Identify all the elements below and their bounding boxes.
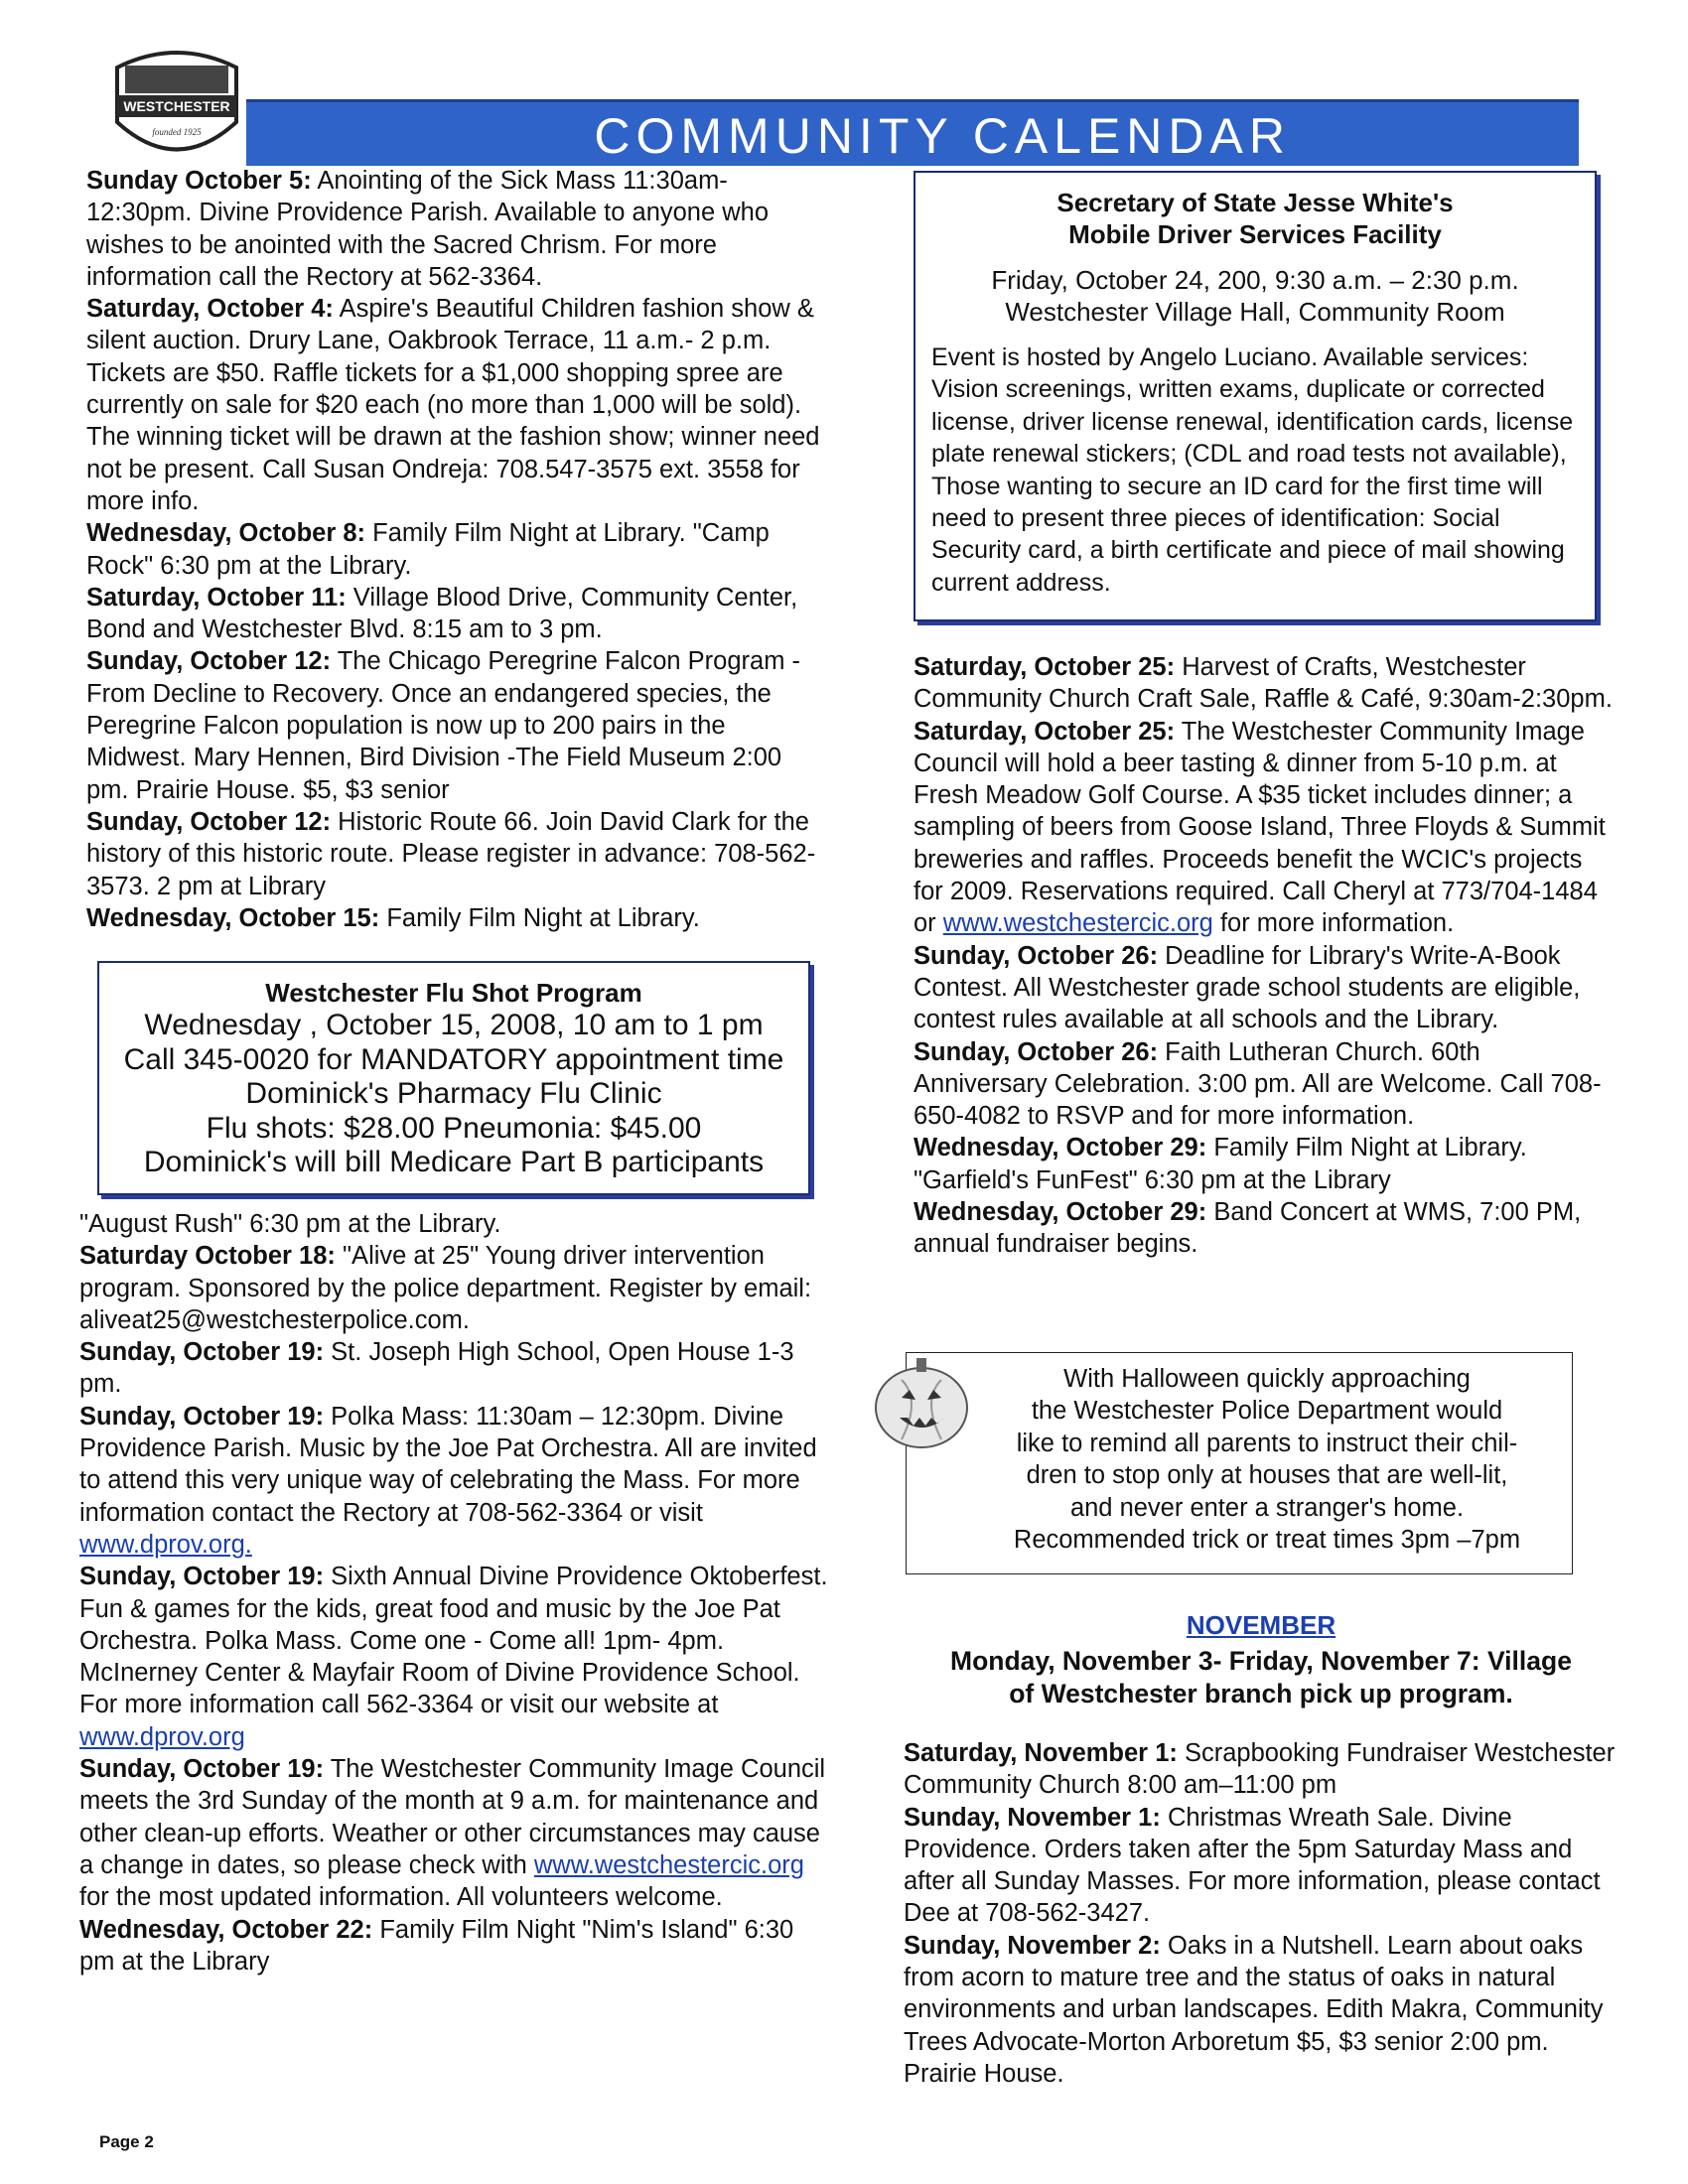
page-title: COMMUNITY CALENDAR [594, 108, 1291, 164]
event-date: Sunday, October 12: [86, 647, 332, 676]
flu-line: Wednesday , October 15, 2008, 10 am to 1 pm [144, 1009, 764, 1041]
flu-line: Flu shots: $28.00 Pneumonia: $45.00 [206, 1111, 702, 1145]
event-item [79, 1561, 829, 1753]
event-date: Wednesday, October 29: [914, 1198, 1207, 1227]
event-text: Family Film Night at Library. "Garfield's FunFest" 6:30 pm at the Library [914, 1134, 1527, 1194]
event-date: Wednesday, October 8: [86, 519, 366, 548]
sos-date: Friday, October 24, 200, 9:30 a.m. – 2:30 p.m. [991, 265, 1519, 295]
event-date: Sunday, October 19: [79, 1402, 325, 1431]
event-date: Sunday, October 19: [79, 1755, 325, 1784]
flu-shot-box [97, 961, 810, 1195]
event-link[interactable]: www.westchestercic.org [533, 1850, 804, 1879]
november-events [904, 1737, 1618, 2090]
event-item [86, 806, 826, 902]
event-link[interactable]: www.dprov.org [79, 1722, 245, 1751]
event-date: Saturday, October 11: [86, 583, 347, 612]
halloween-line: like to remind all parents to instruct their chil- [1016, 1429, 1518, 1457]
event-text: Village Blood Drive, Community Center, Bond and Westchester Blvd. 8:15 am to 3 pm. [86, 583, 798, 644]
halloween-line: dren to stop only at houses that are well-lit, [1026, 1461, 1508, 1490]
event-item [914, 716, 1614, 940]
flu-line: Call 345-0020 for MANDATORY appointment time [123, 1042, 784, 1076]
november-branch-pickup-line1: Monday, November 3- Friday, November 7: Village [950, 1646, 1572, 1676]
november-heading[interactable]: NOVEMBER [1186, 1610, 1336, 1640]
mobile-driver-services-box [914, 171, 1597, 621]
event-date: Wednesday, October 15: [86, 903, 380, 932]
event-item [914, 1132, 1614, 1196]
event-item [914, 651, 1614, 716]
event-text: The Chicago Peregrine Falcon Program - From Decline to Recovery. Once an endangered species, the Peregrine Falcon population is now up to 200 pairs in the Midwest. Mary Hennen, Bird Division -The Field Museum 2:00 pm. Prairie House. $5, $3 senior [86, 647, 801, 804]
event-date: Wednesday, October 29: [914, 1134, 1207, 1162]
halloween-line: the Westchester Police Department would [1031, 1397, 1503, 1426]
event-item [86, 165, 826, 293]
sos-title-1: Secretary of State Jesse White's [1056, 188, 1454, 217]
halloween-notice-box [906, 1352, 1573, 1574]
event-item [79, 1753, 829, 1913]
event-date: Saturday, October 25: [914, 717, 1176, 746]
event-item [86, 902, 826, 934]
event-text: Christmas Wreath Sale. Divine Providence. Orders taken after the 5pm Saturday Mass and after all Sunday Masses. For more information, please contact Dee at 708-562-3427. [904, 1803, 1601, 1928]
november-section [904, 1610, 1618, 1710]
event-date: Sunday, November 2: [904, 1931, 1161, 1960]
flu-line: Dominick's Pharmacy Flu Clinic [245, 1077, 662, 1110]
event-text: Scrapbooking Fundraiser Westchester Community Church 8:00 am–11:00 pm [904, 1739, 1616, 1800]
event-text: Faith Lutheran Church. 60th Anniversary Celebration. 3:00 pm. All are Welcome. Call 708-650-4082 to RSVP and for more information. [914, 1037, 1602, 1131]
event-text: Family Film Night "Nim's Island" 6:30 pm at the Library [79, 1915, 794, 1976]
event-item [79, 1336, 829, 1401]
halloween-line: and never enter a stranger's home. [1069, 1493, 1465, 1522]
event-item [86, 517, 826, 582]
event-date: Sunday, October 26: [914, 941, 1159, 970]
event-text: Harvest of Crafts, Westchester Community Church Craft Sale, Raffle & Café, 9:30am-2:30pm. [914, 653, 1613, 714]
event-date: Sunday, October 12: [86, 807, 332, 836]
november-branch-pickup-line2: of Westchester branch pick up program. [1009, 1679, 1513, 1708]
event-text: St. Joseph High School, Open House 1-3 pm. [79, 1338, 794, 1399]
event-item [904, 1802, 1618, 1930]
event-item [904, 1930, 1618, 2090]
event-text: "Alive at 25" Young driver intervention program. Sponsored by the police department. Register by email: aliveat25@westchesterpolice.com. [79, 1242, 812, 1334]
left-column-events-continued [79, 1208, 829, 1978]
event-date: Saturday, October 4: [86, 295, 334, 324]
event-item [86, 645, 826, 805]
halloween-line: With Halloween quickly approaching [1063, 1365, 1471, 1393]
event-date: Saturday, October 25: [914, 653, 1176, 681]
event-date: Sunday, October 19: [79, 1563, 325, 1591]
event-text: Oaks in a Nutshell. Learn about oaks from acorn to mature tree and the status of oaks in natural environments and urban landscapes. Edith Makra, Community Trees Advocate-Morton Arboretum $5, $3 senior 2:00 pm. Prairie House. [904, 1931, 1604, 2088]
event-date: Saturday, November 1: [904, 1739, 1178, 1767]
halloween-line: Recommended trick or treat times 3pm –7pm [1013, 1526, 1521, 1555]
event-item [914, 940, 1614, 1036]
event-item [86, 293, 826, 517]
event-text: "August Rush" 6:30 pm at the Library. [79, 1210, 501, 1238]
flu-box-title: Westchester Flu Shot Program [265, 978, 642, 1008]
event-item [914, 1196, 1614, 1261]
event-item [79, 1208, 829, 1240]
event-text: Sixth Annual Divine Providence Oktoberfest. Fun & games for the kids, great food and music by the Joe Pat Orchestra. Polka Mass. Come one - Come all! 1pm- 4pm. McInerney Center & Mayfair Room of Divine Providence School. For more information call 562-3364 or visit our website at [79, 1563, 828, 1719]
event-text: The Westchester Community Image Council meets the 3rd Sunday of the month at 9 a.m. for maintenance and other clean-up efforts. Weather or other circumstances may cause a change in dates, so please check with [79, 1755, 826, 1879]
left-column-events [86, 165, 826, 934]
event-text: Family Film Night at Library. [379, 903, 700, 932]
event-text: The Westchester Community Image Council will hold a beer tasting & dinner from 5-10 p.m. at Fresh Meadow Golf Course. A $35 ticket includes dinner; a sampling of beers from Goose Island, Three Floyds & Summit breweries and raffles. Proceeds benefit the WCIC's projects for 2009. Reservations required. Call Cheryl at 773/704-1484 or [914, 717, 1606, 938]
event-text: Band Concert at WMS, 7:00 PM, annual fundraiser begins. [914, 1198, 1582, 1259]
event-text-after: for more information. [1212, 909, 1455, 938]
event-text: Deadline for Library's Write-A-Book Contest. All Westchester grade school students are eligible, contest rules available at all schools and the Library. [914, 941, 1581, 1034]
event-text: Aspire's Beautiful Children fashion show & silent auction. Drury Lane, Oakbrook Terrace, 11 a.m.- 2 p.m. Tickets are $50. Raffle tickets for a $1,000 shopping spree are currently on sale for $20 each (no more than 1,000 will be sold). The winning ticket will be drawn at the fashion show; winner need not be present. Call Susan Ondreja: 708.547-3575 ext. 3558 for more info. [86, 295, 820, 515]
logo-sub: founded 1925 [152, 127, 202, 137]
pumpkin-icon [862, 1340, 981, 1459]
page-number: Page 2 [99, 2132, 154, 2151]
event-text: Polka Mass: 11:30am – 12:30pm. Divine Providence Parish. Music by the Joe Pat Orchestra. All are invited to attend this very unique way of celebrating the Mass. For more information contact the Rectory at 708-562-3364 or visit [79, 1402, 817, 1527]
westchester-logo [107, 38, 246, 177]
halloween-notice-text [907, 1353, 1572, 1556]
event-item [904, 1737, 1618, 1802]
sos-title-2: Mobile Driver Services Facility [1068, 219, 1442, 249]
event-item [79, 1914, 829, 1979]
event-item [79, 1401, 829, 1561]
right-column-events [914, 651, 1614, 1261]
event-item [79, 1240, 829, 1336]
event-item [914, 1036, 1614, 1133]
event-item [86, 582, 826, 646]
event-link[interactable]: www.dprov.org. [79, 1530, 252, 1559]
event-date: Saturday October 18: [79, 1242, 336, 1271]
sos-place: Westchester Village Hall, Community Room [1005, 297, 1505, 327]
event-date: Sunday, October 26: [914, 1037, 1159, 1066]
event-text: Anointing of the Sick Mass 11:30am-12:30pm. Divine Providence Parish. Available to anyone who wishes to be anointed with the Sacred Chrism. For more information call the Rectory at 562-3364. [86, 167, 770, 291]
event-text-after: for the most updated information. All volunteers welcome. [79, 1883, 723, 1912]
flu-line: Dominick's will bill Medicare Part B participants [143, 1146, 765, 1178]
logo-text: WESTCHESTER [123, 98, 230, 114]
event-text: Family Film Night at Library. "Camp Rock" 6:30 pm at the Library. [86, 519, 770, 580]
event-date: Sunday October 5: [86, 167, 312, 195]
event-date: Sunday, October 19: [79, 1338, 325, 1367]
title-banner [246, 99, 1579, 166]
event-date: Sunday, November 1: [904, 1803, 1161, 1832]
event-link[interactable]: www.westchestercic.org [942, 909, 1213, 938]
event-text: Historic Route 66. Join David Clark for the history of this historic route. Please register in advance: 708-562-3573. 2 pm at Library [86, 807, 816, 900]
sos-body: Event is hosted by Angelo Luciano. Available services: Vision screenings, written exams, duplicate or corrected license, driver license renewal, identification cards, license plate renewal stickers; (CDL and road tests not available), Those wanting to secure an ID card for the first time will need to present three pieces of identification: Social Security card, a birth certificate and piece of mail showing current address. [931, 343, 1574, 597]
event-date: Wednesday, October 22: [79, 1915, 373, 1944]
